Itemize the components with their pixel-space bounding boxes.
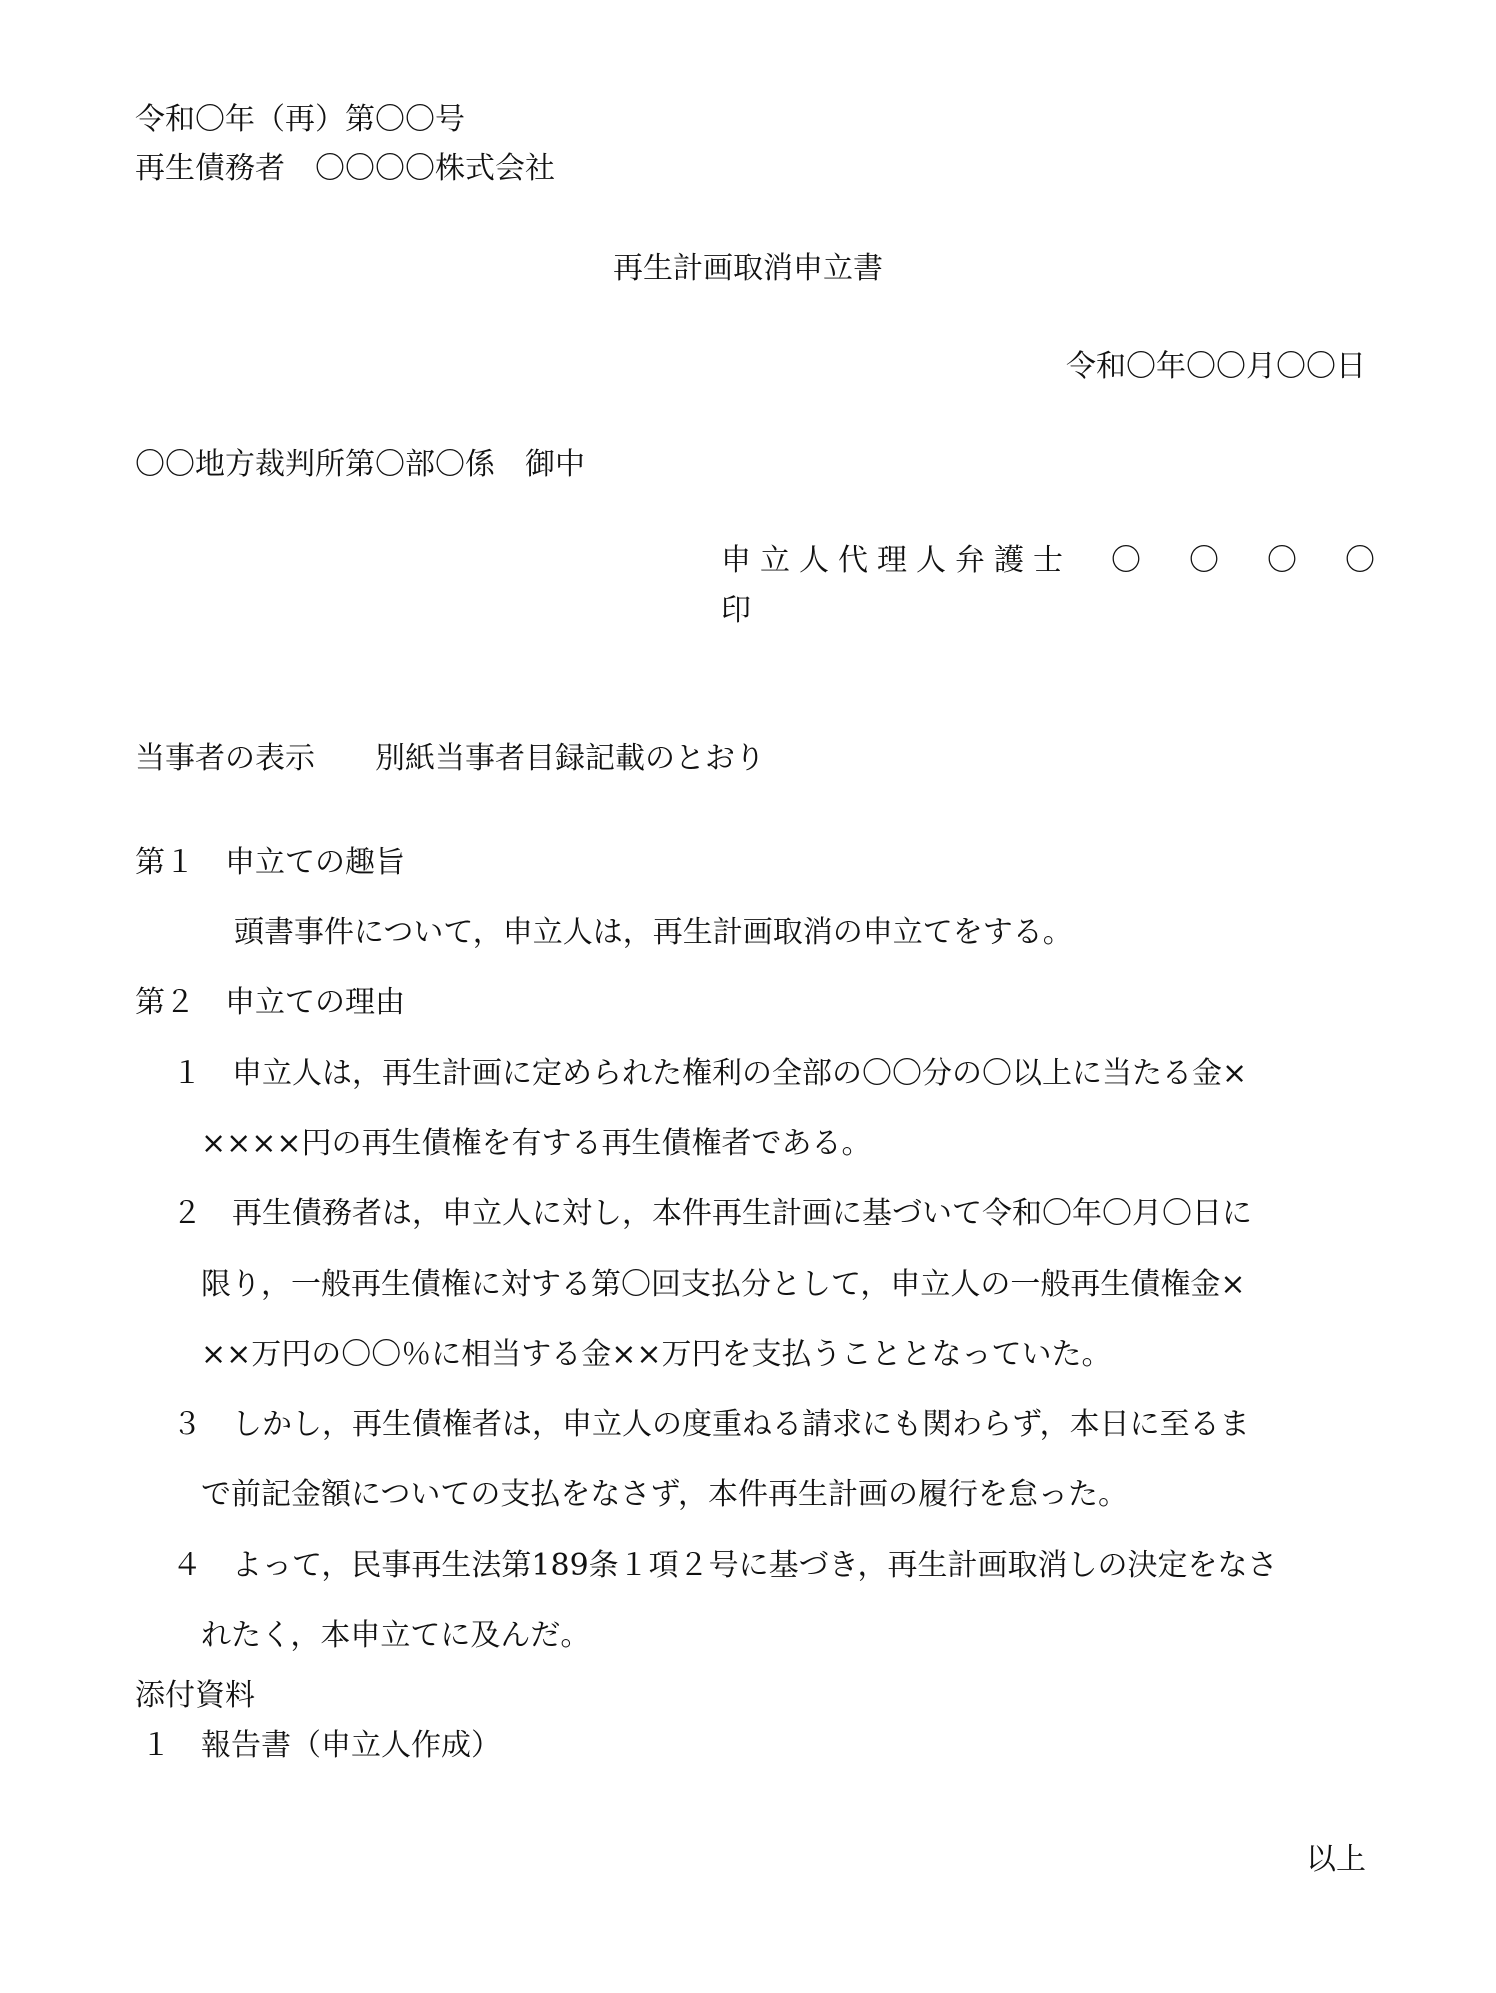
filing-date: 令和〇年〇〇月〇〇日 bbox=[1066, 349, 1366, 384]
attorney-signature: 申立人代理人弁護士 〇 〇 〇 〇 bbox=[721, 543, 1384, 578]
attachments-heading: 添付資料 bbox=[135, 1678, 255, 1713]
seal-mark: 印 bbox=[721, 593, 751, 628]
reason-item-4-line1: ４ よって，民事再生法第189条１項２号に基づき，再生計画取消しの決定をなさ bbox=[172, 1548, 1278, 1583]
reason-item-4-line2: れたく，本申立てに及んだ。 bbox=[201, 1618, 591, 1653]
document-title: 再生計画取消申立書 bbox=[613, 251, 883, 286]
reason-item-3-line2: で前記金額についての支払をなさず，本件再生計画の履行を怠った。 bbox=[201, 1477, 1128, 1512]
case-number: 令和〇年（再）第〇〇号 bbox=[135, 102, 465, 137]
reason-item-1-line2: ××××円の再生債権を有する再生債権者である。 bbox=[201, 1126, 872, 1161]
reason-item-1-line1: １ 申立人は，再生計画に定められた権利の全部の〇〇分の〇以上に当たる金× bbox=[172, 1056, 1248, 1091]
parties-statement: 当事者の表示 別紙当事者目録記載のとおり bbox=[135, 741, 765, 776]
section2-heading: 第２ 申立ての理由 bbox=[135, 985, 405, 1020]
court-addressee: 〇〇地方裁判所第〇部〇係 御中 bbox=[135, 447, 585, 482]
section1-body: 頭書事件について，申立人は，再生計画取消の申立てをする。 bbox=[234, 915, 1073, 950]
attachment-item-1: １ 報告書（申立人作成） bbox=[141, 1728, 501, 1763]
reason-item-3-line1: ３ しかし，再生債権者は，申立人の度重ねる請求にも関わらず，本日に至るま bbox=[172, 1407, 1250, 1442]
reason-item-2-line3: ××万円の〇〇％に相当する金××万円を支払うこととなっていた。 bbox=[201, 1337, 1112, 1372]
reason-item-2-line2: 限り，一般再生債権に対する第〇回支払分として，申立人の一般再生債権金× bbox=[201, 1267, 1246, 1302]
closing-mark: 以上 bbox=[1306, 1842, 1366, 1877]
section1-heading: 第１ 申立ての趣旨 bbox=[135, 845, 405, 880]
debtor-name: 再生債務者 〇〇〇〇株式会社 bbox=[135, 151, 555, 186]
reason-item-2-line1: ２ 再生債務者は，申立人に対し，本件再生計画に基づいて令和〇年〇月〇日に bbox=[172, 1196, 1252, 1231]
